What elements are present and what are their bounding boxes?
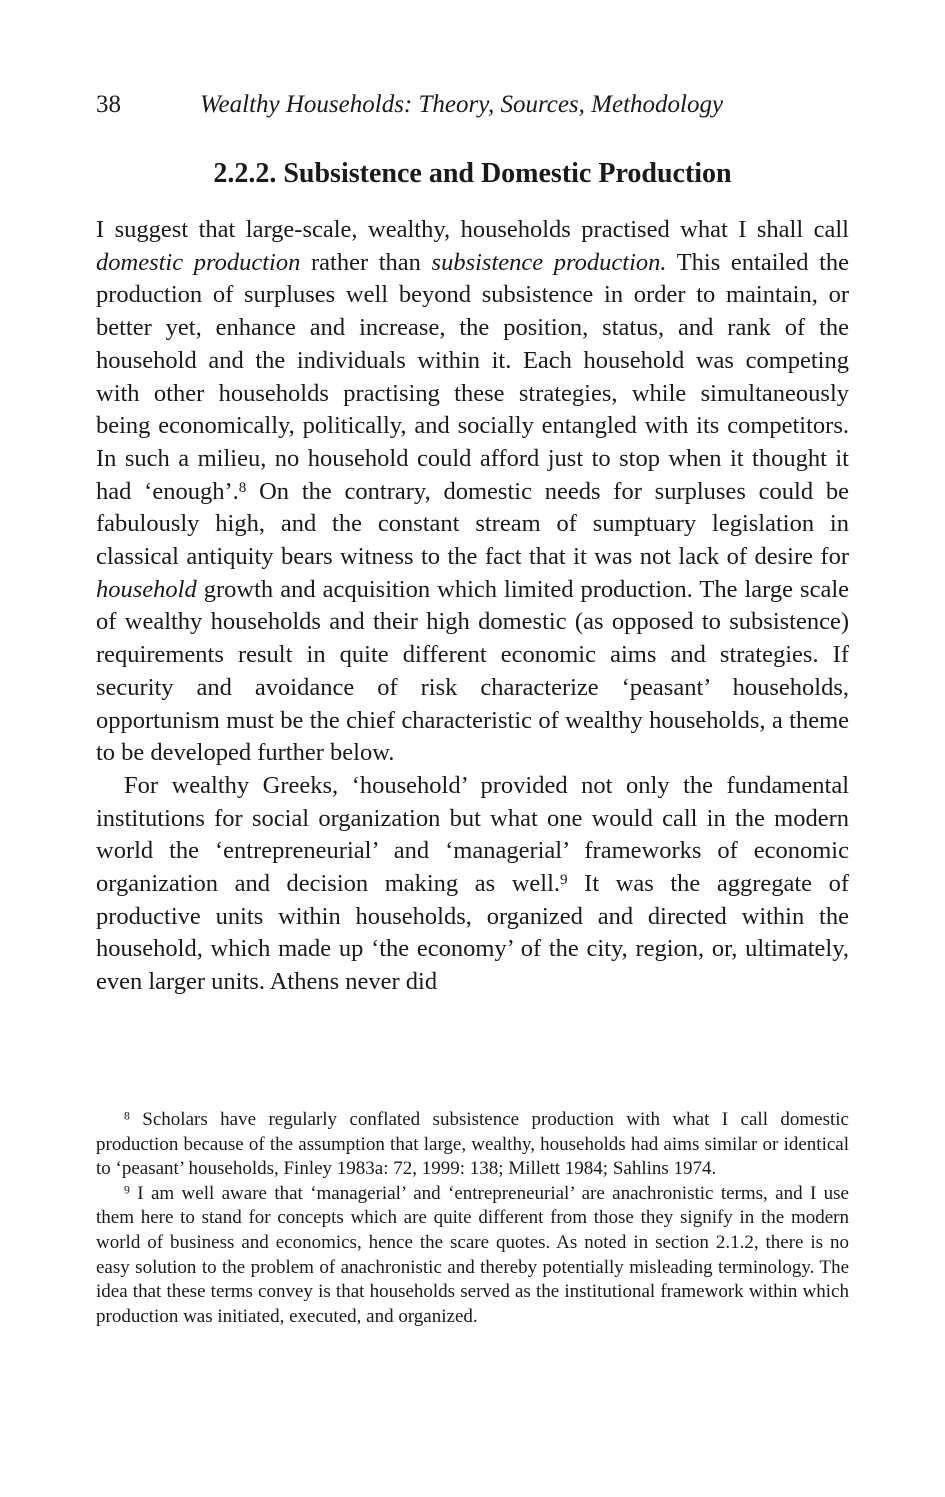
running-title: Wealthy Households: Theory, Sources, Methodology bbox=[200, 91, 724, 118]
section-heading: 2.2.2. Subsistence and Domestic Production bbox=[213, 158, 732, 189]
text-run: This entailed the production of surpluses well beyond subsistence in order to maintain, or better yet, enhance and increase, the position, status, and rank of the household and the individuals within it. Each household was competing with other households practising these strategies, while simultaneously being economically, politically, and socially entangled with its competitors. In such a milieu, no household could afford just to stop when it thought it had ‘enough’. bbox=[96, 248, 850, 505]
footnote-8 bbox=[96, 1108, 849, 1182]
text-run: It was the aggregate of productive units within households, organized and directed within the household, which made up ‘the economy’ of the city, region, or, ultimately, even larger units. Athens never did bbox=[96, 870, 850, 996]
italic-term: domestic production bbox=[96, 248, 301, 276]
running-head bbox=[96, 84, 849, 126]
text-run: On the contrary, domestic needs for surpluses could be fabulously high, and the constant stream of sumptuary legislation in classical antiquity bears witness to the fact that it was not lack of desire for bbox=[96, 477, 849, 571]
footnote-number: 9 bbox=[124, 1183, 130, 1197]
page-number: 38 bbox=[96, 91, 121, 118]
footnote-ref-9: 9 bbox=[560, 871, 568, 889]
text-run: growth and acquisition which limited production. The large scale of wealthy households and their high domestic (as opposed to subsistence) requirements result in quite different economic aims and strategies. If security and avoidance of risk characterize ‘peasant’ households, opportunism must be the chief characteristic of wealthy households, a theme to be developed further below. bbox=[96, 575, 849, 767]
footnotes bbox=[96, 1108, 849, 1329]
text-run: For wealthy Greeks, ‘household’ provided not only the fundamental institutions for social organization but what one would call in the modern world the ‘entrepreneurial’ and ‘managerial’ frameworks of economic organization and decision making as well. bbox=[96, 771, 849, 898]
footnote-9 bbox=[96, 1182, 849, 1330]
text-run: rather than bbox=[300, 248, 432, 276]
footnote-number: 8 bbox=[124, 1109, 130, 1123]
footnote-text: I am well aware that ‘managerial’ and ‘entrepreneurial’ are anachronistic terms, and I use them here to stand for concepts which are quite different from those they signify in the modern world of business and economics, hence the scare quotes. As noted in section 2.1.2, there is no easy solution to the problem of anachronistic and thereby potentially misleading terminology. The idea that these terms convey is that households served as the institutional framework within which production was initiated, executed, and organized. bbox=[96, 1182, 849, 1327]
paragraph-2 bbox=[96, 770, 849, 999]
book-page bbox=[96, 84, 850, 1327]
paragraph-1 bbox=[96, 214, 849, 770]
footnote-ref-8: 8 bbox=[238, 478, 247, 496]
footnote-text: Scholars have regularly conflated subsistence production with what I call domestic production because of the assumption that large, wealthy, households had aims similar or identical to ‘peasant’ households, Finley 1983a: 72, 1999: 138; Millett 1984; Sahlins 1974. bbox=[96, 1109, 849, 1180]
text-run: I suggest that large-scale, wealthy, households practised what I shall call bbox=[96, 216, 849, 243]
italic-term: household bbox=[96, 575, 197, 603]
main-text bbox=[96, 214, 849, 999]
italic-term: subsistence production. bbox=[431, 248, 667, 276]
